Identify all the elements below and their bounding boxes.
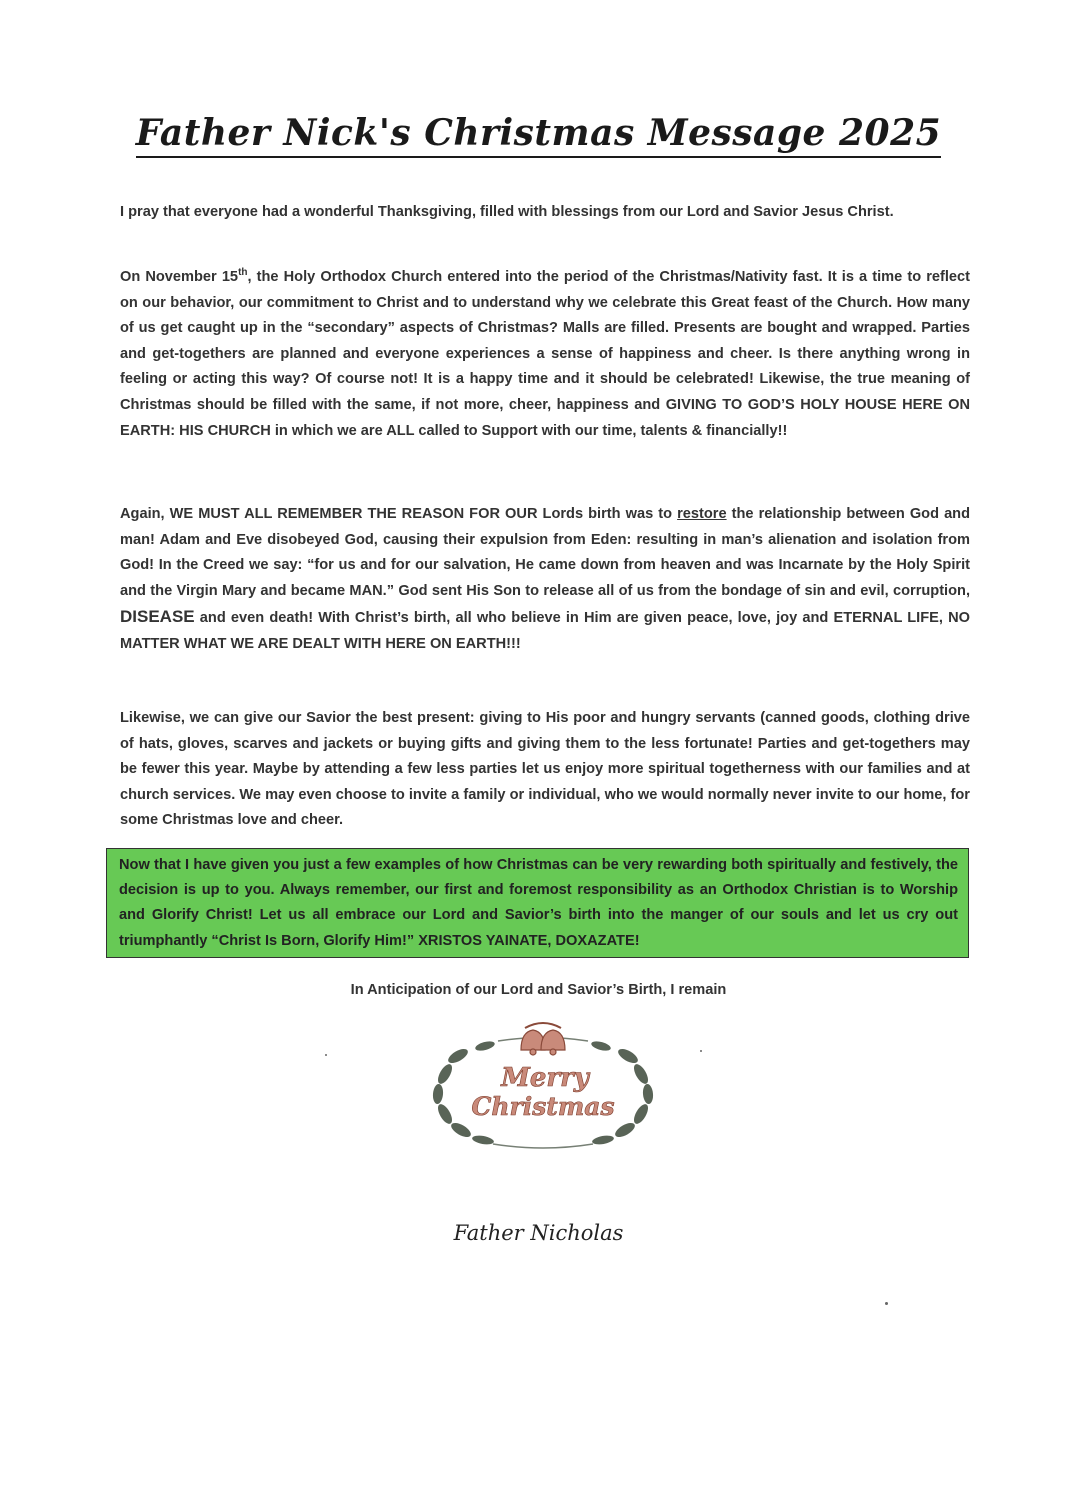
p3-part2: the relationship between God and man! Adam and Eve disobeyed God, causing their expulsion from Eden: resulting in man’s alienation and isolation from God! In the Creed we say: “for us and for our salvation, He came down from heaven and was Incarnate by the Holy Spirit and the Virgin Mary and became MAN.” God sent His Son to release all of us from the bondage of sin and evil, corruption,: [120, 506, 971, 599]
title-text: Father Nick's Christmas Message 2025: [136, 112, 941, 158]
paragraph-reason-for-birth: [120, 502, 970, 658]
p3-emphasis-word: DISEASE: [120, 607, 195, 627]
highlight-box: Now that I have given you just a few examples of how Christmas can be very rewarding both spiritually and festively, the decision is up to you. Always remember, our first and foremost responsibility as an Orthodox Christian is to Worship and Glorify Christ! Let us all embrace our Lord and Savior’s birth into the manger of our souls and let us cry out triumphantly “Christ Is Born, Glorify Him!” XRISTOS YAINATE, DOXAZATE!: [106, 848, 969, 958]
signature: Father Nicholas: [453, 1221, 624, 1245]
p2-rest: , the Holy Orthodox Church entered into the period of the Christmas/Nativity fast. It is a time to reflect on our behavior, our commitment to Christ and to understand why we celebrate this Great feast of the Church. How many of us get caught up in the “secondary” aspects of Christmas? Malls are filled. Presents are bought and wrapped. Parties and get-togethers are planned and everyone experiences a sense of happiness and cheer. Is there anything wrong in feeling or acting this way? Of course not! It is a happy time and it should be celebrated! Likewise, the true meaning of Christmas should be filled with the same, if not more, cheer, happiness and GIVING TO GOD’S HOLY HOUSE HERE ON EARTH: HIS CHURCH in which we are ALL called to Support with our time, talents & financially!!: [120, 269, 971, 439]
closing-line: In Anticipation of our Lord and Savior’s Birth, I remain: [350, 982, 727, 998]
paragraph-thanksgiving: I pray that everyone had a wonderful Thanksgiving, filled with blessings from our Lord and Savior Jesus Christ.: [120, 204, 894, 220]
merry-christmas-wreath-icon: [423, 1016, 663, 1156]
paragraph-best-present: Likewise, we can give our Savior the best present: giving to His poor and hungry servants (canned goods, clothing drive of hats, gloves, scarves and jackets or buying gifts and giving them to the less fortunate! Parties and get-togethers may be fewer this year. Maybe by attending a few less parties let us enjoy more spiritual togetherness with our families and at church services. We may even choose to invite a family or individual, who we would normally never invite to our home, for some Christmas love and cheer.: [120, 710, 970, 829]
p3-underlined-word: restore: [677, 506, 727, 522]
scan-speck: [325, 1054, 327, 1056]
p2-superscript: th: [238, 267, 248, 279]
wreath-text-merry: Merry: [501, 1063, 589, 1093]
p2-start: On November 15: [120, 269, 239, 285]
p3-part3: and even death! With Christ’s birth, all who believe in Him are given peace, love, joy and ETERNAL LIFE, NO MATTER WHAT WE ARE DEALT WITH HERE ON EARTH!!!: [120, 610, 970, 652]
scan-speck: [700, 1050, 702, 1052]
wreath-text-christmas: Christmas: [471, 1092, 615, 1121]
p3-part1: Again, WE MUST ALL REMEMBER THE REASON FOR OUR Lords birth was to: [120, 506, 678, 522]
scan-speck: [885, 1302, 888, 1305]
paragraph-nativity-fast: [120, 265, 970, 444]
page-title: [0, 112, 1077, 158]
